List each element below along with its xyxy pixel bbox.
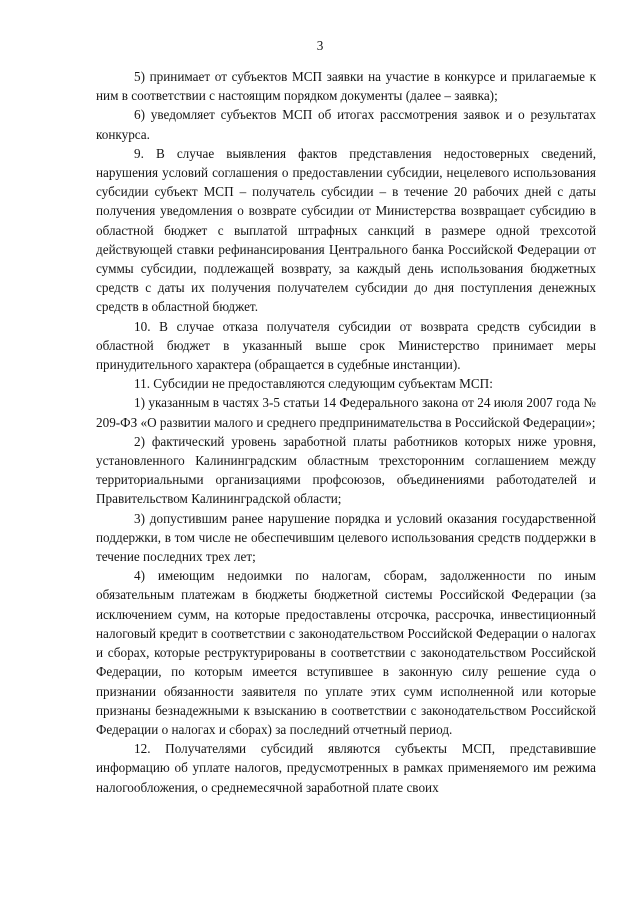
paragraph-item-5: 5) принимает от субъектов МСП заявки на участие в конкурсе и прилагаемые к ним в соответствии с настоящим порядком документы (далее – заявка); xyxy=(96,69,596,104)
page-number: 3 xyxy=(316,38,324,53)
paragraph-clause-11: 11. Субсидии не предоставляются следующим субъектам МСП: xyxy=(134,376,493,392)
paragraph-item-3: 3) допустившим ранее нарушение порядка и условий оказания государственной поддержки, в том числе не обеспечившим целевого использования средств поддержки в течение последних трех лет; xyxy=(96,510,596,565)
paragraph-clause-10: 10. В случае отказа получателя субсидии от возврата средств субсидии в областной бюджет в указанный выше срок Министерство принимает меры принудительного характера (обращается в судебные инстанции). xyxy=(96,318,596,373)
paragraph-item-1: 1) указанным в частях 3-5 статьи 14 Федерального закона от 24 июля 2007 года № 209-ФЗ «О развитии малого и среднего предпринимательства в Российской Федерации»; xyxy=(96,395,596,430)
paragraph-item-4: 4) имеющим недоимки по налогам, сборам, задолженности по иным обязательным платежам в бюджеты бюджетной системы Российской Федерации (за исключением сумм, на которые предоставлены отсрочка, рассрочка, инвестиционный налоговый кредит в соответствии с законодательством Российской Федерации о налогах и сборах, которые реструктурированы в соответствии с законодательством Российской Федерации, по которым имеется вступившее в законную силу решение суда о признании обязанности заявителя по уплате этих сумм исполненной или которые признаны безнадежными к взысканию в соответствии с законодательством Российской Федерации о налогах и сборах) за последний отчетный период. xyxy=(96,568,596,737)
paragraph-item-2: 2) фактический уровень заработной платы работников которых ниже уровня, установленного Калининградским областным трехсторонним соглашением между территориальными организациями профсоюзов, объединениями работодателей и Правительством Калининградской области; xyxy=(96,433,596,507)
paragraph-item-6: 6) уведомляет субъектов МСП об итогах рассмотрения заявок и о результатах конкурса. xyxy=(96,107,596,142)
paragraph-clause-9: 9. В случае выявления фактов представления недостоверных сведений, нарушения условий соглашения о предоставлении субсидии, нецелевого использования субсидии субъект МСП – получатель субсидии – в течение 20 рабочих дней с даты получения уведомления о возврате субсидии от Министерства возвращает субсидию в областной бюджет с выплатой штрафных санкций в размере одной трехсотой действующей ставки рефинансирования Центрального банка Российской Федерации от суммы субсидии, подлежащей возврату, за каждый день использования бюджетных средств с даты их получения получателем субсидии до дня поступления денежных средств в областной бюджет. xyxy=(96,145,596,315)
document-body xyxy=(96,67,596,797)
paragraph-clause-12: 12. Получателями субсидий являются субъекты МСП, представившие информацию об уплате налогов, предусмотренных в рамках применяемого им режима налогообложения, о среднемесячной заработной плате своих xyxy=(96,741,596,795)
